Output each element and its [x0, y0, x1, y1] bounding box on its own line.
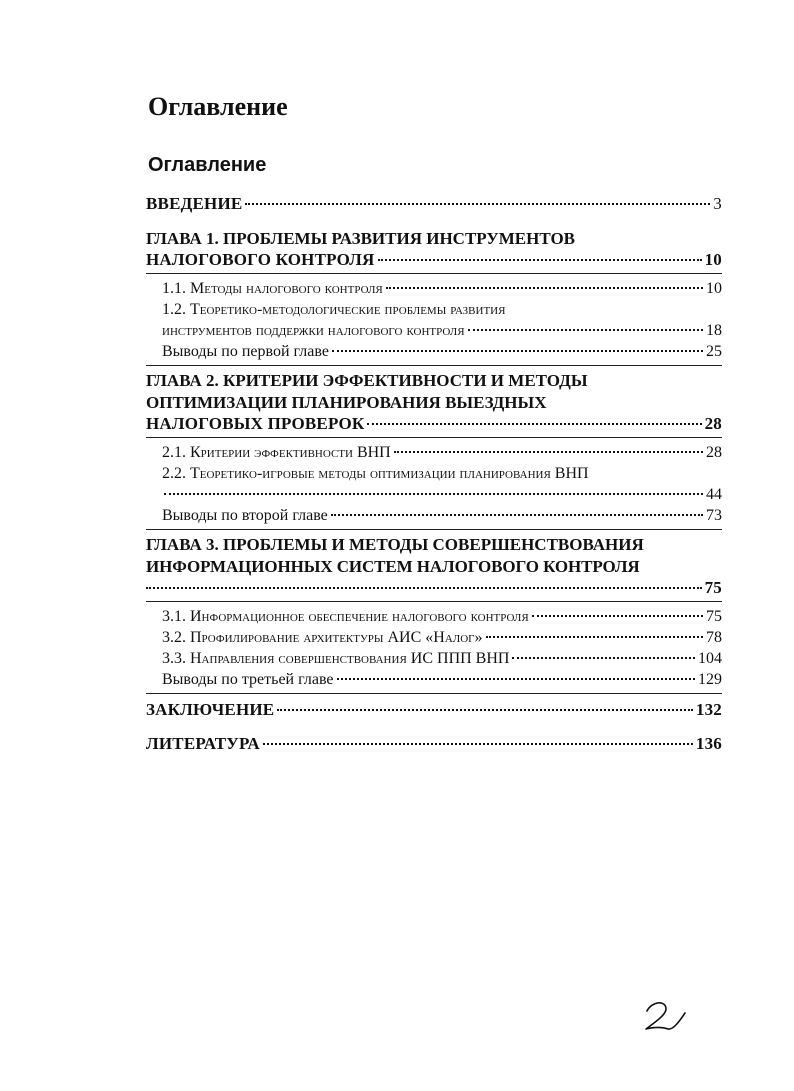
chapter-title[interactable]: ГЛАВА 2. КРИТЕРИИ ЭФФЕКТИВНОСТИ И МЕТОДЫ: [146, 371, 588, 390]
chapter-rule: [146, 693, 722, 694]
toc-entry-label: ВВЕДЕНИЕ: [146, 194, 243, 213]
toc-section[interactable]: [146, 648, 722, 669]
section-page: 78: [706, 629, 722, 646]
table-of-contents: [146, 192, 722, 754]
toc-section[interactable]: [146, 669, 722, 690]
section-page: 73: [706, 507, 722, 524]
section-page: 25: [706, 343, 722, 360]
chapter-rule: [146, 601, 722, 602]
toc-heading: Оглавление: [148, 154, 267, 176]
chapter-rule: [146, 273, 722, 274]
dot-leader: [512, 657, 695, 659]
chapter-title[interactable]: ГЛАВА 1. ПРОБЛЕМЫ РАЗВИТИЯ ИНСТРУМЕНТОВ: [146, 229, 576, 248]
section-label: инструментов поддержки налогового контроля: [162, 322, 465, 339]
dot-leader: [277, 709, 693, 711]
section-page: 10: [706, 280, 722, 297]
chapter-1: [146, 228, 722, 366]
chapter-title-end[interactable]: [146, 250, 722, 270]
section-label: Выводы по третьей главе: [162, 671, 334, 688]
toc-section[interactable]: [146, 627, 722, 648]
section-label: 3.2. Профилирование архитектуры АИС «Налог»: [162, 629, 483, 646]
toc-section[interactable]: [146, 442, 722, 463]
section-label: 3.3. Направления совершенствования ИС ППП ВНП: [162, 650, 510, 667]
section-page: 28: [706, 444, 722, 461]
dot-leader: [486, 636, 703, 638]
chapter-page: 28: [704, 414, 722, 433]
toc-section[interactable]: [146, 505, 722, 526]
section-label-line[interactable]: 1.2. Теоретико-методологические проблемы развития: [162, 301, 506, 318]
toc-section[interactable]: [146, 484, 722, 505]
dot-leader: [394, 451, 703, 453]
section-label: 2.1. Критерии эффективности ВНП: [162, 444, 391, 461]
section-page: 18: [706, 322, 722, 339]
section-label: 3.1. Информационное обеспечение налогового контроля: [162, 608, 529, 625]
chapter-rule: [146, 365, 722, 366]
section-label-line[interactable]: 2.2. Теоретико-игровые методы оптимизации планирования ВНП: [162, 465, 589, 482]
chapter-page: 10: [704, 250, 722, 269]
chapter-page: 75: [704, 578, 722, 597]
dot-leader: [331, 514, 703, 516]
section-page: 44: [706, 486, 722, 503]
toc-entry-literature[interactable]: [146, 734, 722, 754]
dot-leader: [245, 203, 710, 205]
toc-entry-page: 136: [695, 734, 722, 753]
toc-entry-page: 3: [713, 194, 722, 213]
toc-entry-conclusion[interactable]: [146, 700, 722, 720]
dot-leader: [386, 287, 703, 289]
section-page: 129: [698, 671, 722, 688]
toc-entry-label: ЛИТЕРАТУРА: [146, 734, 260, 753]
section-page: 104: [698, 650, 722, 667]
chapter-rule: [146, 437, 722, 438]
toc-section[interactable]: [146, 606, 722, 627]
chapter-title[interactable]: ОПТИМИЗАЦИИ ПЛАНИРОВАНИЯ ВЫЕЗДНЫХ: [146, 393, 547, 412]
chapter-title-end[interactable]: [146, 578, 722, 598]
chapter-title[interactable]: ИНФОРМАЦИОННЫХ СИСТЕМ НАЛОГОВОГО КОНТРОЛЯ: [146, 557, 640, 576]
chapter-title-line: НАЛОГОВОГО КОНТРОЛЯ: [146, 250, 375, 269]
section-label: 1.1. Методы налогового контроля: [162, 280, 383, 297]
toc-entry-page: 132: [695, 700, 722, 719]
toc-entry-label: ЗАКЛЮЧЕНИЕ: [146, 700, 275, 719]
handwritten-page-number: [640, 998, 690, 1038]
toc-section[interactable]: [146, 320, 722, 341]
chapter-title-line: НАЛОГОВЫХ ПРОВЕРОК: [146, 414, 365, 433]
dot-leader: [337, 678, 696, 680]
page-title: Оглавление: [148, 92, 288, 121]
toc-entry-introduction[interactable]: [146, 194, 722, 214]
toc-section[interactable]: [146, 278, 722, 299]
chapter-title[interactable]: ГЛАВА 3. ПРОБЛЕМЫ И МЕТОДЫ СОВЕРШЕНСТВОВАНИЯ: [146, 535, 644, 554]
dot-leader: [263, 743, 693, 745]
dot-leader: [468, 329, 703, 331]
dot-leader: [146, 587, 702, 589]
chapter-rule: [146, 529, 722, 530]
dot-leader: [164, 493, 703, 495]
toc-section[interactable]: [146, 341, 722, 362]
section-label: Выводы по второй главе: [162, 507, 328, 524]
dot-leader: [378, 259, 702, 261]
dot-leader: [332, 350, 703, 352]
chapter-title-end[interactable]: [146, 414, 722, 434]
section-page: 75: [706, 608, 722, 625]
chapter-3: [146, 534, 722, 694]
dot-leader: [532, 615, 703, 617]
chapter-2: [146, 370, 722, 530]
dot-leader: [367, 423, 701, 425]
section-label: Выводы по первой главе: [162, 343, 329, 360]
